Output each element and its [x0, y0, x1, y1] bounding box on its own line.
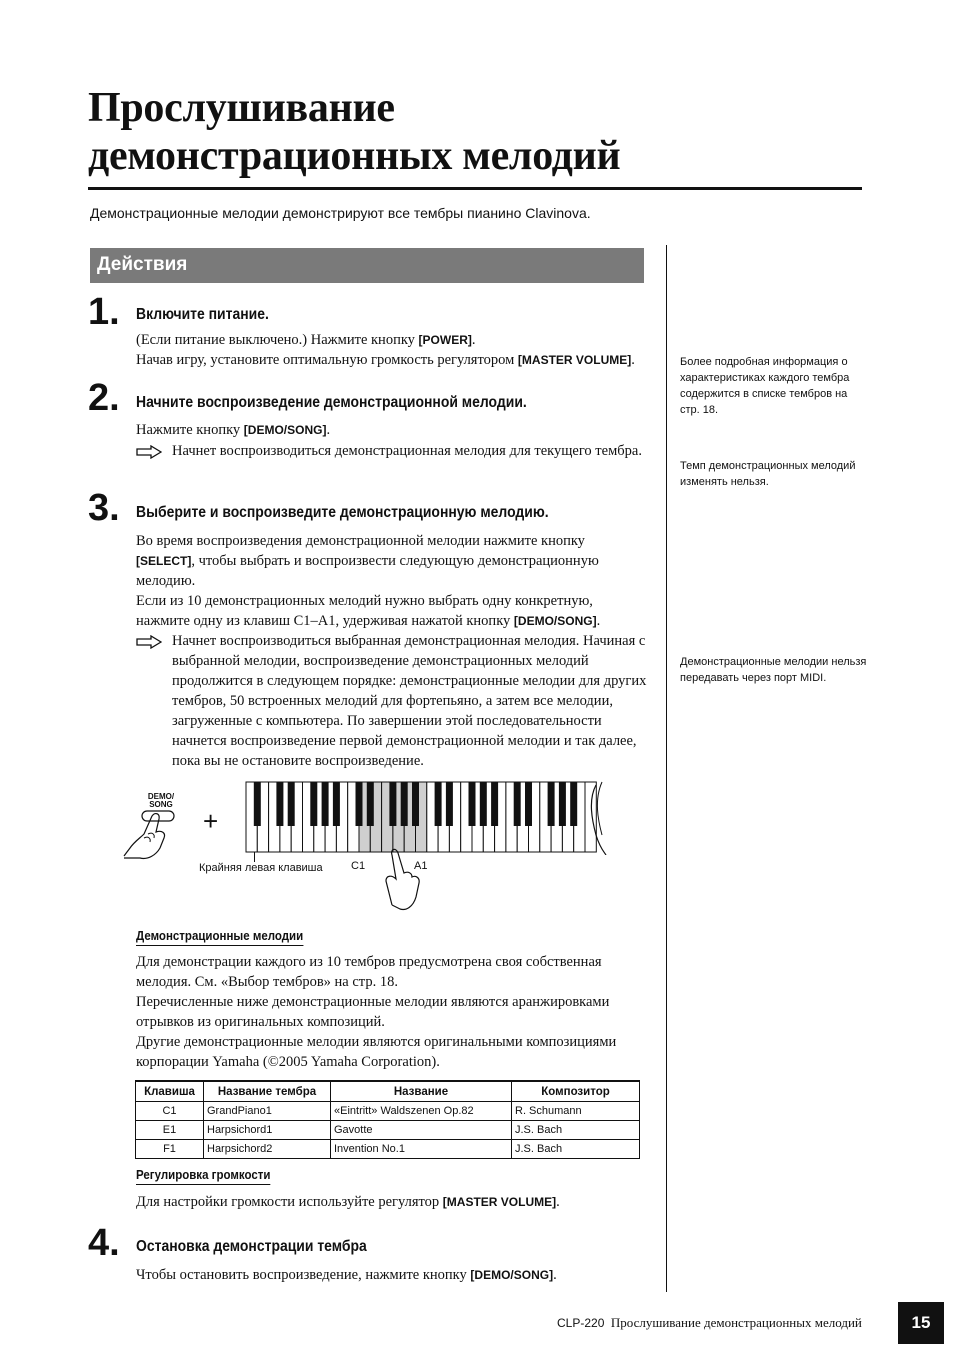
- white-key: [585, 782, 596, 852]
- table-header: Клавиша: [136, 1081, 204, 1102]
- master-volume-key-label: [MASTER VOLUME]: [517, 353, 632, 367]
- step-2-number: 2.: [88, 377, 120, 419]
- title-rule: [88, 187, 862, 190]
- black-key: [333, 782, 340, 826]
- black-key: [559, 782, 566, 826]
- demo-song-key-label: [DEMO/SONG]: [243, 423, 327, 437]
- power-key-label: [POWER]: [418, 333, 472, 347]
- leftmost-key-pointer: [254, 852, 255, 862]
- footer-title: Прослушивание демонстрационных мелодий: [610, 1315, 862, 1330]
- step-3-result: Начнет воспроизводиться выбранная демонстрационная мелодия. Начиная с выбранной мелодии, воспроизведение демонстрационных мелодий продолжится в следующем порядке: демонстрационные мелодии для других тембров, 50 встроенных мелодий для фортепьяно, а затем все мелодии, загруженные с компьютера. По завершении этой последовательности начнется воспроизведение первой демонстрационной мелодии и так далее, пока вы не остановите воспроизведение.: [172, 633, 647, 769]
- table-header: Название: [331, 1081, 512, 1102]
- table-row: F1 Harpsichord2 Invention No.1 J.S. Bach: [136, 1140, 640, 1159]
- table-row: C1 GrandPiano1 «Eintritt» Waldszenen Op.82 R. Schumann: [136, 1102, 640, 1121]
- page-number: 15: [898, 1302, 944, 1344]
- step-4-heading: Остановка демонстрации тембра: [136, 1238, 367, 1255]
- demo-song-key-label: [DEMO/SONG]: [513, 614, 597, 628]
- keyboard-diagram: [244, 780, 614, 855]
- demo-songs-text: Для демонстрации каждого из 10 тембров предусмотрена своя собственная мелодия. См. «Выбор тембров» на стр. 18. Перечисленные ниже демонстрационные мелодии являются аранжировками отрывков из оригинальных композиций. Другие демонстрационные мелодии являются оригинальными композициями корпорации Yamaha (©2005 Yamaha Corporation).: [136, 954, 617, 1070]
- footer: [557, 1315, 862, 1331]
- side-note: Более подробная информация о характеристиках каждого тембра содержится в списке тембров на стр. 18.: [680, 356, 850, 416]
- step-3-number: 3.: [88, 487, 120, 529]
- step-3-heading: Выберите и воспроизведите демонстрационную мелодию.: [136, 504, 549, 521]
- master-volume-key-label: [MASTER VOLUME]: [442, 1195, 557, 1209]
- table-header: Композитор: [512, 1081, 640, 1102]
- black-key: [276, 782, 283, 826]
- plus-sign: +: [203, 806, 219, 836]
- black-key: [570, 782, 577, 826]
- black-key: [480, 782, 487, 826]
- demo-song-button-label: DEMO/ SONG: [147, 792, 175, 809]
- black-key: [389, 782, 396, 826]
- a1-key-label: A1: [414, 860, 428, 872]
- result-arrow-icon: [136, 635, 162, 649]
- section-title: Действия: [97, 254, 188, 275]
- black-key: [288, 782, 295, 826]
- black-key: [548, 782, 555, 826]
- demo-songs-heading: Демонстрационные мелодии: [136, 929, 303, 946]
- result-arrow-icon: [136, 445, 162, 459]
- title-line-1: Прослушивание: [88, 85, 395, 131]
- step-2-text: Нажмите кнопку [DEMO/SONG].: [136, 422, 331, 438]
- pointing-hand-icon: [380, 845, 430, 915]
- select-key-label: [SELECT]: [136, 554, 192, 568]
- step-4-text: Чтобы остановить воспроизведение, нажмите кнопку [DEMO/SONG].: [136, 1267, 557, 1283]
- intro-text: Демонстрационные мелодии демонстрируют все тембры пианино Clavinova.: [90, 205, 591, 221]
- side-note: Демонстрационные мелодии нельзя передавать через порт MIDI.: [680, 656, 867, 684]
- black-key: [491, 782, 498, 826]
- leftmost-key-label: Крайняя левая клавиша: [199, 862, 323, 874]
- black-key: [435, 782, 442, 826]
- footer-model: CLP-220: [557, 1316, 605, 1330]
- step-2-result: Начнет воспроизводиться демонстрационная мелодия для текущего тембра.: [172, 443, 642, 459]
- c1-key-label: C1: [351, 860, 366, 872]
- black-key: [412, 782, 419, 826]
- step-3-text: Во время воспроизведения демонстрационной мелодии нажмите кнопку [SELECT], чтобы выбрать и воспроизвести следующую демонстрационную мелодию. Если из 10 демонстрационных мелодий нужно выбрать одну конкретную, нажмите одну из клавиш C1–A1, удерживая нажатой кнопку [DEMO/SONG].: [136, 533, 601, 629]
- black-key: [322, 782, 329, 826]
- black-key: [514, 782, 521, 826]
- black-key: [401, 782, 408, 826]
- black-key: [525, 782, 532, 826]
- section-header: [90, 248, 644, 283]
- demo-song-key-label: [DEMO/SONG]: [470, 1268, 554, 1282]
- black-key: [446, 782, 453, 826]
- step-1-text: (Если питание выключено.) Нажмите кнопку [POWER]. Начав игру, установите оптимальную громкость регулятором [MASTER VOLUME].: [136, 332, 635, 368]
- column-divider: [666, 245, 667, 1292]
- black-key: [310, 782, 317, 826]
- step-1-heading: Включите питание.: [136, 306, 269, 323]
- demo-songs-table: [135, 1080, 640, 1159]
- table-row: E1 Harpsichord1 Gavotte J.S. Bach: [136, 1121, 640, 1140]
- step-1-number: 1.: [88, 291, 120, 333]
- step-4-number: 4.: [88, 1222, 120, 1264]
- black-key: [356, 782, 363, 826]
- black-key: [469, 782, 476, 826]
- pressing-hand-icon: [118, 808, 182, 863]
- title-line-2: демонстрационных мелодий: [88, 133, 621, 179]
- black-key: [367, 782, 374, 826]
- step-2-heading: Начните воспроизведение демонстрационной мелодии.: [136, 394, 527, 411]
- table-header: Название тембра: [204, 1081, 331, 1102]
- page-title: [88, 84, 868, 180]
- side-note: Темп демонстрационных мелодий изменять нельзя.: [680, 460, 856, 488]
- black-key: [254, 782, 261, 826]
- volume-text: Для настройки громкости используйте регулятор [MASTER VOLUME].: [136, 1194, 560, 1210]
- volume-heading: Регулировка громкости: [136, 1168, 270, 1185]
